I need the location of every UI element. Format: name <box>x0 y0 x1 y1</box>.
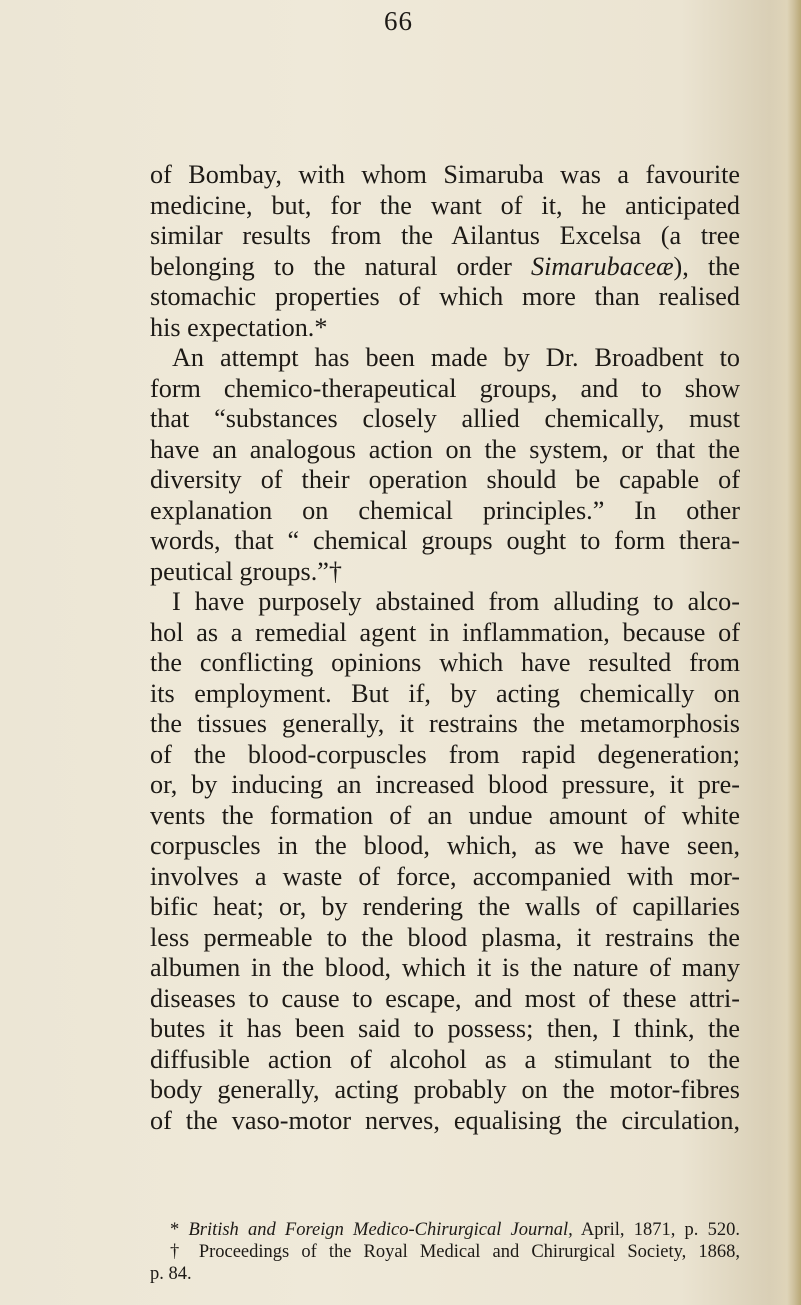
page-edge-shadow <box>787 0 801 1305</box>
text-line: have an analogous action on the system, or that the <box>150 434 740 464</box>
text-line: its employment. But if, by acting chemically on <box>150 678 740 708</box>
footnotes <box>150 1219 740 1285</box>
text-line: the tissues generally, it restrains the metamorphosis <box>150 709 740 738</box>
text-line: stomachic properties of which more than realised <box>150 282 740 311</box>
text-line: less permeable to the blood plasma, it restrains the <box>150 922 740 952</box>
text-line: diffusible action of alcohol as a stimulant to the <box>150 1044 740 1074</box>
text-line: that “substances closely allied chemically, must <box>150 404 740 433</box>
text-line: bific heat; or, by rendering the walls of capillaries <box>150 892 740 921</box>
journal-title: British and Foreign Medico-Chirurgical Journal, <box>188 1220 573 1240</box>
text-line: of the vaso-motor nerves, equalising the circulation, <box>150 1105 740 1135</box>
footnote-2-continued: p. 84. <box>150 1264 192 1284</box>
text-line: belonging to the natural order Simarubaceæ), the <box>150 251 740 281</box>
text-line: involves a waste of force, accompanied with mor- <box>150 861 740 891</box>
text-line: similar results from the Ailantus Excelsa (a tree <box>150 221 740 250</box>
footnote-2: † Proceedings of the Royal Medical and Chirurgical Society, 1868, <box>170 1242 740 1262</box>
text-line: medicine, but, for the want of it, he anticipated <box>150 190 740 220</box>
italic-term: Simarubaceæ <box>530 251 674 281</box>
text-line: words, that “ chemical groups ought to form thera- <box>150 526 740 555</box>
paragraph-start-line: I have purposely abstained from alluding to alco- <box>172 587 740 616</box>
text-line: form chemico-therapeutical groups, and to show <box>150 373 740 403</box>
text-line: the conflicting opinions which have resulted from <box>150 648 740 677</box>
text-line: or, by inducing an increased blood pressure, it pre- <box>150 770 740 799</box>
footnote-1: * British and Foreign Medico-Chirurgical Journal, April, 1871, p. 520. <box>170 1220 740 1240</box>
text-line: corpuscles in the blood, which, as we have seen, <box>150 831 740 860</box>
text-line: peutical groups.”† <box>150 556 342 586</box>
text-line: his expectation.* <box>150 312 328 342</box>
text-line: hol as a remedial agent in inflammation, because of <box>150 617 740 647</box>
text-line: of Bombay, with whom Simaruba was a favourite <box>150 160 740 189</box>
text-line: of the blood-corpuscles from rapid degeneration; <box>150 739 740 769</box>
text-line: diversity of their operation should be capable of <box>150 465 740 494</box>
body-text <box>150 160 740 1136</box>
text-line: explanation on chemical principles.” In other <box>150 495 740 525</box>
text-line: body generally, acting probably on the motor-fibres <box>150 1075 740 1104</box>
text-line: albumen in the blood, which it is the nature of many <box>150 953 740 982</box>
text-line: butes it has been said to possess; then, I think, the <box>150 1014 740 1043</box>
paragraph-start-line: An attempt has been made by Dr. Broadbent to <box>172 343 740 372</box>
text-line: vents the formation of an undue amount of white <box>150 800 740 830</box>
text-line: diseases to cause to escape, and most of these attri- <box>150 983 740 1013</box>
page-number: 66 <box>384 6 413 36</box>
